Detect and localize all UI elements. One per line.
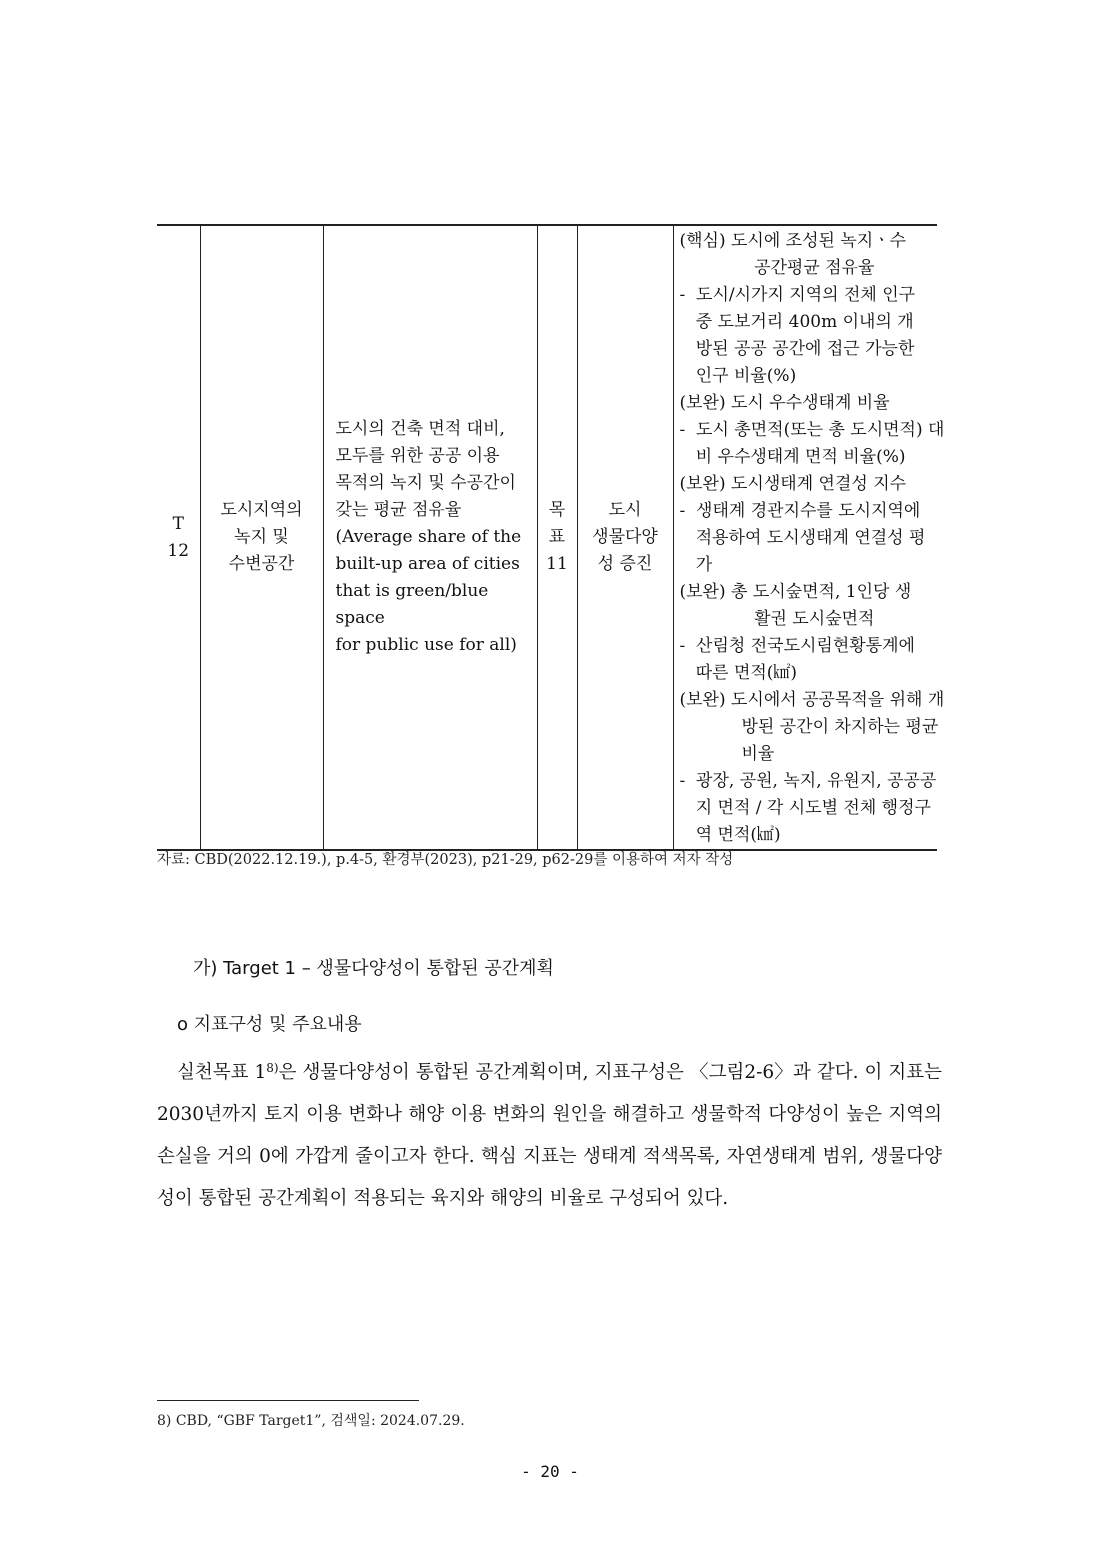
- description-line: for public use for all): [335, 635, 517, 655]
- indicator-heading: (보완) 도시 우수생태계 비율: [679, 393, 890, 413]
- area-cell: [577, 225, 673, 850]
- indicator-table: [157, 224, 945, 851]
- indicator-detail: - 광장, 공원, 녹지, 유원지, 공공공: [679, 771, 937, 791]
- bullet-heading: o 지표구성 및 주요내용: [177, 1014, 362, 1035]
- paragraph-text-rest: 은 생물다양성이 통합된 공간계획이며, 지표구성은 〈그림2-6〉과 같다. 이 지표는 2030년까지 토지 이용 변화나 해양 이용 변화의 원인을 해결하고 생물학적 다양성이 높은 지역의 손실을 거의 0에 가깝게 줄이고자 한다. 핵심 지표는 생태계 적색목록, 자연생태계 범위, 생물다양성이 통합된 공간계획이 적용되는 육지와 해양의 비율로 구성되어 있다.: [157, 1062, 943, 1209]
- indicator-detail: 가: [679, 555, 713, 575]
- description-line: 모두를 위한 공공 이용: [335, 446, 500, 466]
- indicator-detail: 인구 비율(%): [679, 366, 797, 386]
- indicator-detail: 방된 공간이 차지하는 평균: [741, 717, 939, 737]
- table-row: [157, 225, 937, 850]
- indicator-heading: (보완) 총 도시숲면적, 1인당 생: [679, 582, 912, 602]
- indicator-detail: - 생태계 경관지수를 도시지역에: [679, 501, 921, 521]
- description-line: 목적의 녹지 및 수공간이: [335, 473, 516, 493]
- goal-line: 목: [548, 500, 566, 520]
- goal-line: 표: [548, 527, 566, 547]
- page-number: - 20 -: [521, 1462, 579, 1481]
- indicator-detail: 비 우수생태계 면적 비율(%): [679, 447, 906, 467]
- description-line: (Average share of the: [335, 527, 522, 547]
- indicator-detail: 활권 도시숲면적: [754, 609, 875, 629]
- footnote: 8) CBD, “GBF Target1”, 검색일: 2024.07.29.: [157, 1413, 465, 1429]
- footnote-ref[interactable]: 8): [266, 1061, 279, 1075]
- indicator-heading: (보완) 도시생태계 연결성 지수: [679, 474, 907, 494]
- indicator-detail: - 산림청 전국도시림현황통계에: [679, 636, 915, 656]
- indicator-detail: 방된 공공 공간에 접근 가능한: [679, 339, 915, 359]
- indicator-heading: (보완) 도시에서 공공목적을 위해 개: [679, 690, 945, 710]
- area-line: 도시: [608, 500, 642, 520]
- body-paragraph: [157, 1052, 942, 1220]
- target-name-cell: [200, 225, 323, 850]
- indicator-detail: - 도시 총면적(또는 총 도시면적) 대: [679, 420, 945, 440]
- target-code-line: T: [172, 513, 184, 534]
- table-source-note: 자료: CBD(2022.12.19.), p.4-5, 환경부(2023), p21-29, p62-29를 이용하여 저자 작성: [157, 852, 734, 868]
- target-name-line: 수변공간: [228, 554, 295, 574]
- target-name-line: 녹지 및: [234, 527, 289, 547]
- footnote-divider: [157, 1400, 419, 1401]
- indicator-detail: 중 도보거리 400m 이내의 개: [679, 312, 914, 332]
- indicator-detail: 비율: [741, 744, 775, 764]
- target-description-cell: [323, 225, 537, 850]
- description-line: that is green/blue space: [335, 581, 489, 628]
- indicator-detail: - 도시/시가지 지역의 전체 인구: [679, 285, 916, 305]
- target-name-line: 도시지역의: [220, 500, 303, 520]
- indicator-detail: 따른 면적(㎢): [679, 663, 798, 683]
- target-code-line: 12: [167, 540, 190, 561]
- indicators-cell: [673, 225, 945, 850]
- goal-cell: [537, 225, 577, 850]
- target-code-cell: [157, 225, 200, 850]
- indicator-detail: 지 면적 / 각 시도별 전체 행정구: [679, 798, 931, 818]
- area-line: 성 증진: [597, 554, 653, 574]
- area-line: 생물다양: [592, 527, 658, 547]
- goal-line: 11: [546, 554, 568, 574]
- indicator-detail: 적용하여 도시생태계 연결성 평: [679, 528, 926, 548]
- description-line: built-up area of cities: [335, 554, 520, 574]
- paragraph-text-start: 실천목표 1: [177, 1062, 267, 1083]
- indicator-detail: 역 면적(㎢): [679, 825, 781, 845]
- description-line: 도시의 건축 면적 대비,: [335, 419, 505, 439]
- indicator-heading: (핵심) 도시에 조성된 녹지ㆍ수: [679, 231, 907, 251]
- section-subheading: 가) Target 1 – 생물다양성이 통합된 공간계획: [193, 958, 554, 979]
- indicator-detail: 공간평균 점유율: [754, 258, 875, 278]
- description-line: 갖는 평균 점유율: [335, 500, 462, 520]
